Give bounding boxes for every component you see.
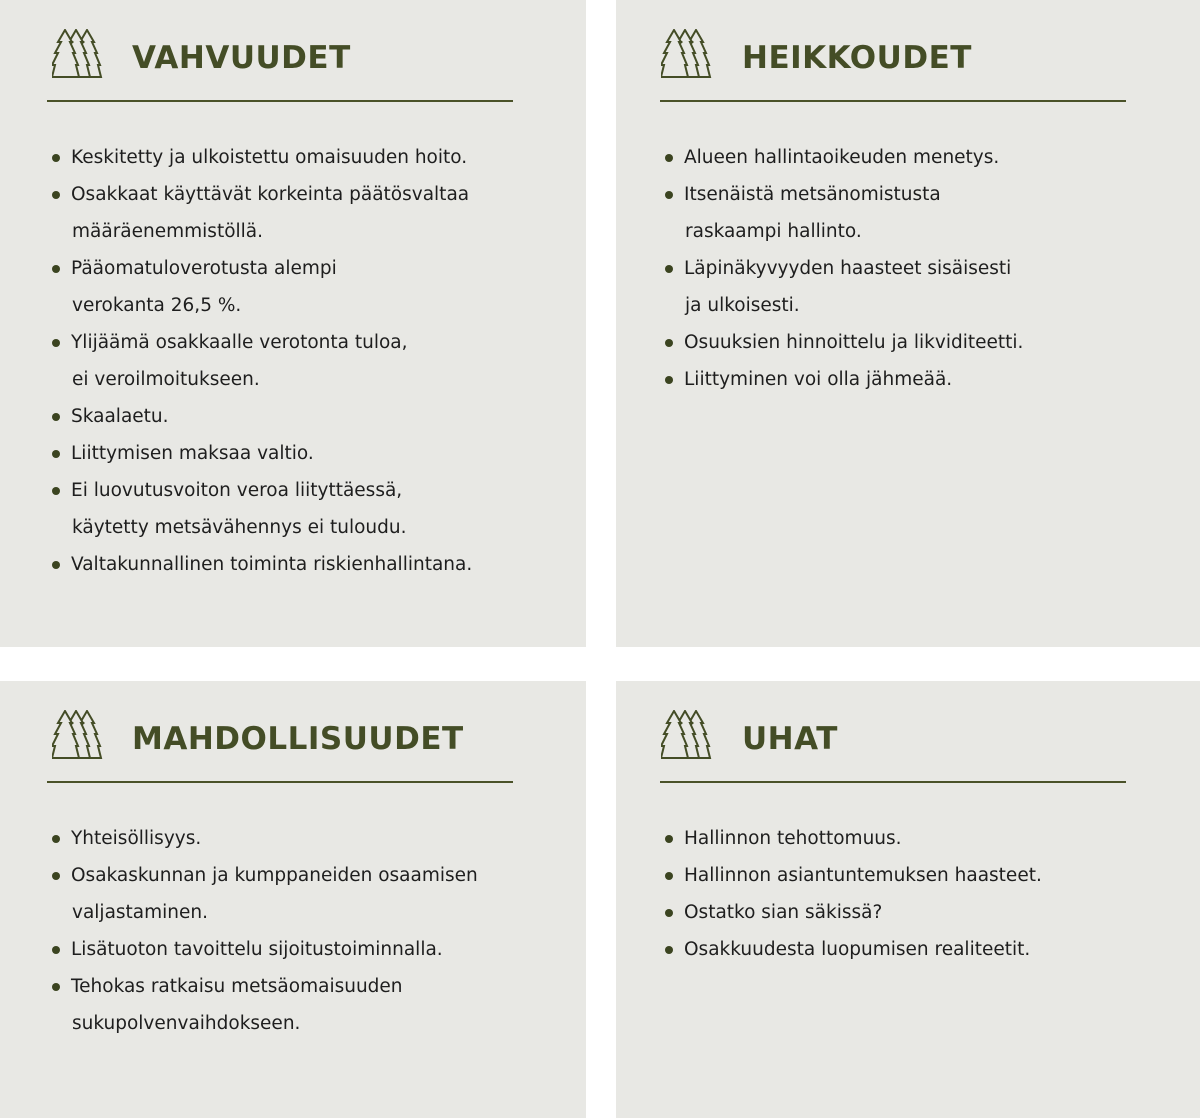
pine-trees-icon — [661, 710, 723, 760]
bullet-icon — [52, 487, 60, 495]
list-item-text: ja ulkoisesti. — [685, 295, 800, 316]
bullet-icon — [665, 872, 673, 880]
list-item-text: Läpinäkyvyyden haasteet sisäisesti — [684, 258, 1012, 279]
list-item-text: käytetty metsävähennys ei tuloudu. — [72, 517, 407, 538]
list-item-text: Alueen hallintaoikeuden menetys. — [684, 147, 1000, 168]
list-item-text: Hallinnon tehottomuus. — [684, 828, 902, 849]
list-item-text: Osakkuudesta luopumisen realiteetit. — [684, 939, 1031, 960]
bullet-icon — [52, 561, 60, 569]
list-item — [50, 968, 478, 1042]
list-item — [663, 857, 1042, 894]
bullet-icon — [52, 450, 60, 458]
list-item — [663, 820, 1042, 857]
list-item — [50, 857, 478, 931]
list-item-text: määräenemmistöllä. — [72, 221, 264, 242]
section-title: HEIKKOUDET — [742, 40, 972, 76]
list-item-text: Osuuksien hinnoittelu ja likviditeetti. — [684, 332, 1024, 353]
bullet-list — [663, 139, 1023, 398]
divider — [660, 781, 1126, 783]
bullet-list — [663, 820, 1042, 968]
bullet-icon — [665, 154, 673, 162]
list-item — [50, 931, 478, 968]
bullet-icon — [52, 154, 60, 162]
bullet-icon — [52, 872, 60, 880]
list-item — [663, 176, 1023, 250]
list-item — [50, 820, 478, 857]
bullet-icon — [52, 413, 60, 421]
bullet-icon — [52, 339, 60, 347]
list-item-text: Lisätuoton tavoittelu sijoitustoiminnalla. — [71, 939, 443, 960]
list-item-text: Osakaskunnan ja kumppaneiden osaamisen — [71, 865, 478, 886]
list-item-text: Itsenäistä metsänomistusta — [684, 184, 941, 205]
list-item-text: valjastaminen. — [72, 902, 209, 923]
list-item-text: Ei luovutusvoiton veroa liityttäessä, — [71, 480, 403, 501]
panel-opportunities — [0, 681, 586, 1118]
list-item-text: Keskitetty ja ulkoistettu omaisuuden hoito. — [71, 147, 468, 168]
bullet-icon — [665, 265, 673, 273]
list-item — [663, 324, 1023, 361]
divider — [47, 781, 513, 783]
bullet-icon — [52, 946, 60, 954]
pine-trees-icon — [52, 710, 114, 760]
list-item — [663, 931, 1042, 968]
list-item — [50, 435, 472, 472]
list-item-text: Pääomatuloverotusta alempi — [71, 258, 337, 279]
list-item — [663, 361, 1023, 398]
bullet-icon — [665, 835, 673, 843]
bullet-icon — [665, 339, 673, 347]
list-item — [50, 398, 472, 435]
bullet-icon — [52, 835, 60, 843]
list-item-text: Liittymisen maksaa valtio. — [71, 443, 314, 464]
list-item — [663, 250, 1023, 324]
bullet-icon — [665, 909, 673, 917]
bullet-icon — [665, 946, 673, 954]
list-item-text: Hallinnon asiantuntemuksen haasteet. — [684, 865, 1042, 886]
panel-strengths — [0, 0, 586, 647]
section-title: VAHVUUDET — [132, 40, 351, 76]
section-title: UHAT — [742, 721, 838, 757]
divider — [47, 100, 513, 102]
list-item — [50, 250, 472, 324]
bullet-icon — [665, 191, 673, 199]
list-item — [50, 472, 472, 546]
panel-threats — [616, 681, 1200, 1118]
list-item — [50, 139, 472, 176]
list-item — [663, 894, 1042, 931]
bullet-icon — [52, 983, 60, 991]
list-item-text: Ostatko sian säkissä? — [684, 902, 883, 923]
list-item — [50, 324, 472, 398]
divider — [660, 100, 1126, 102]
list-item-text: ei veroilmoitukseen. — [72, 369, 260, 390]
list-item-text: Valtakunnallinen toiminta riskienhallintana. — [71, 554, 473, 575]
bullet-icon — [52, 191, 60, 199]
bullet-list — [50, 139, 472, 583]
list-item — [50, 176, 472, 250]
section-title: MAHDOLLISUUDET — [132, 721, 464, 757]
list-item-text: Skaalaetu. — [71, 406, 169, 427]
list-item-text: Yhteisöllisyys. — [71, 828, 202, 849]
list-item-text: Tehokas ratkaisu metsäomaisuuden — [71, 976, 403, 997]
list-item — [663, 139, 1023, 176]
list-item-text: Ylijäämä osakkaalle verotonta tuloa, — [71, 332, 408, 353]
bullet-icon — [52, 265, 60, 273]
pine-trees-icon — [661, 29, 723, 79]
list-item-text: raskaampi hallinto. — [685, 221, 862, 242]
panel-weaknesses — [616, 0, 1200, 647]
list-item — [50, 546, 472, 583]
bullet-list — [50, 820, 478, 1042]
list-item-text: verokanta 26,5 %. — [72, 295, 242, 316]
list-item-text: Osakkaat käyttävät korkeinta päätösvaltaa — [71, 184, 470, 205]
bullet-icon — [665, 376, 673, 384]
list-item-text: Liittyminen voi olla jähmeää. — [684, 369, 953, 390]
pine-trees-icon — [52, 29, 114, 79]
list-item-text: sukupolvenvaihdokseen. — [72, 1013, 301, 1034]
